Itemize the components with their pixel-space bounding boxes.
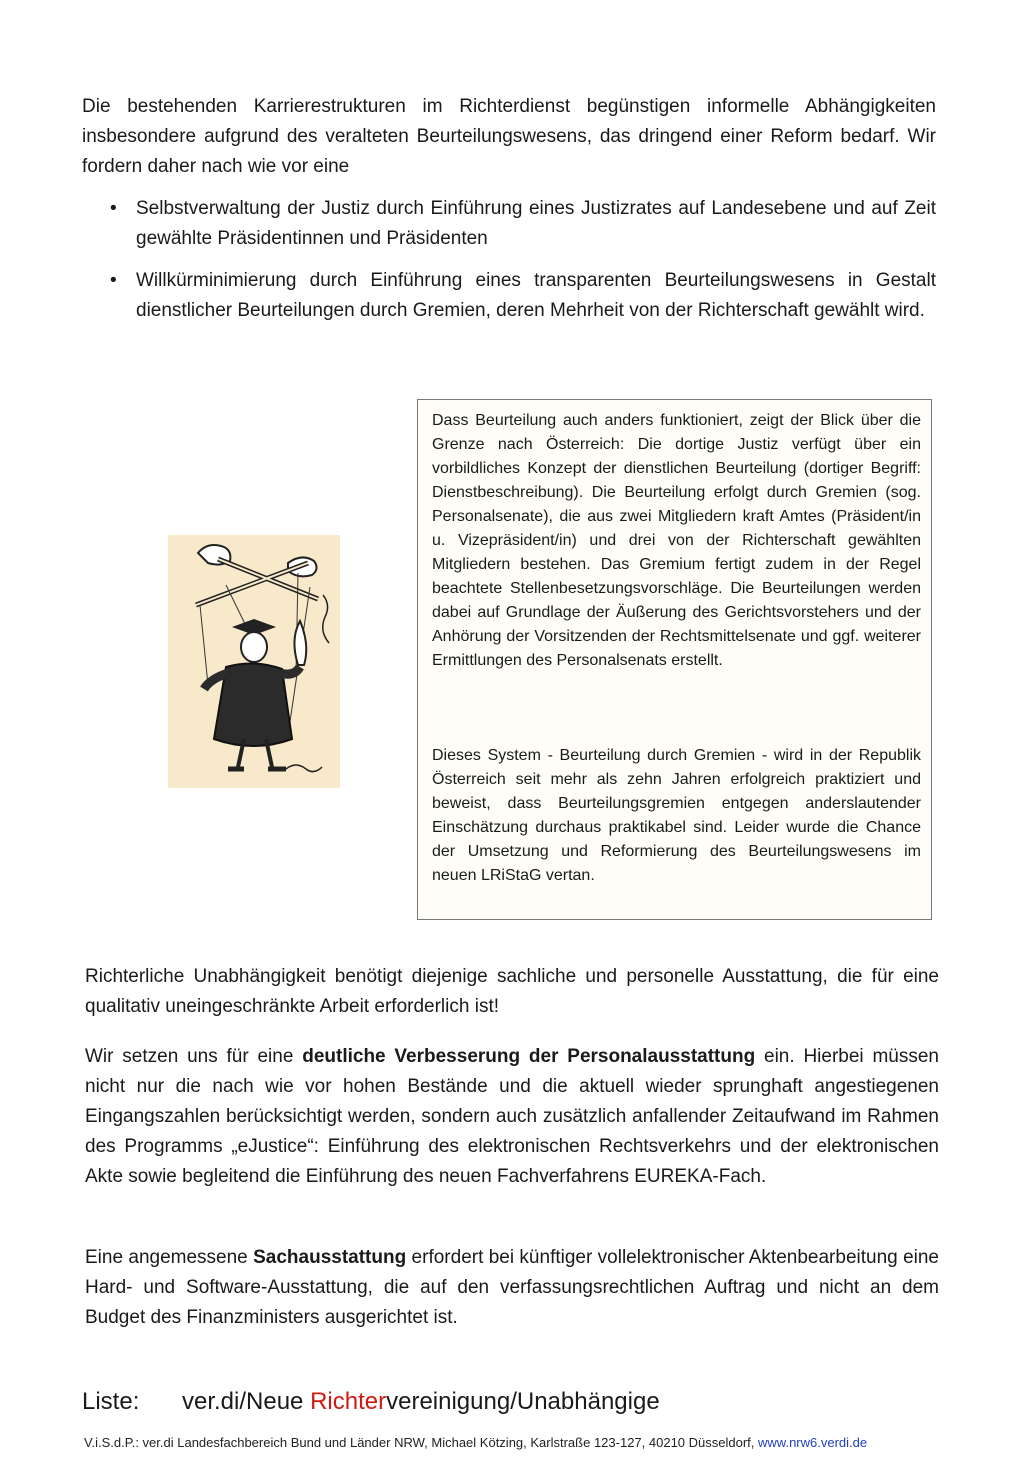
- list-name-part1: ver.di/Neue: [182, 1388, 311, 1415]
- austria-info-box: [417, 399, 932, 920]
- imprint-line: [84, 1434, 867, 1452]
- demand-text: Willkürminimierung durch Einführung eines transparenten Beurteilungswesens in Gestalt dienstlicher Beurteilungen durch Gremien, deren Mehrheit von der Richterschaft gewählt wird.: [136, 270, 936, 321]
- list-name-highlight: Richter: [310, 1388, 387, 1415]
- info-paragraph-2: Dieses System - Beurteilung durch Gremien - wird in der Republik Österreich seit mehr als zehn Jahren erfolgreich praktiziert und beweist, dass Beurteilungsgremien entgegen anderslautender Einschätzung durchaus praktikabel sind. Leider wurde die Chance der Umsetzung und Reformierung des Beurteilungswesens im neuen LRiStaG vertan.: [432, 747, 921, 884]
- list-label: Liste:: [82, 1388, 140, 1415]
- body-paragraph-3: [85, 1243, 939, 1333]
- demand-text: Selbstverwaltung der Justiz durch Einführung eines Justizrates auf Landesebene und auf Zeit gewählte Präsidentinnen und Präsidenten: [136, 198, 936, 249]
- bullet-icon: •: [110, 270, 117, 291]
- p2-text-start: Wir setzen uns für eine: [85, 1046, 303, 1067]
- election-list-line: [82, 1386, 660, 1418]
- imprint-link[interactable]: www.nrw6.verdi.de: [758, 1435, 868, 1450]
- p2-text-end: ein. Hierbei müssen nicht nur die nach wie vor hohen Bestände und die aktuell wieder sprunghaft angestiegenen Eingangszahlen berücksichtigt werden, sondern auch zusätzlich anfallender Zeitaufwand im Rahmen des Programms „eJustice“: Einführung des elektronischen Rechtsverkehrs und der elektronischen Akte sowie begleitend die Einführung des neuen Fachverfahrens EUREKA-Fach.: [85, 1046, 939, 1187]
- body-paragraph-2: [85, 1042, 939, 1192]
- body-paragraph-1: Richterliche Unabhängigkeit benötigt diejenige sachliche und personelle Ausstattung, die für eine qualitativ uneingeschränkte Arbeit erforderlich ist!: [85, 966, 939, 1017]
- p3-text-end: erfordert bei künftiger vollelektronischer Aktenbearbeitung eine Hard- und Software-Ausstattung, die auf den verfassungsrechtlichen Auftrag und nicht an dem Budget des Finanzministers ausgerichtet ist.: [85, 1247, 939, 1328]
- info-paragraph-1: Dass Beurteilung auch anders funktioniert, zeigt der Blick über die Grenze nach Österreich: Die dortige Justiz verfügt über ein vorbildliches Konzept der dienstlichen Beurteilung (dortiger Begriff: Dienstbeschreibung). Die Beurteilung erfolgt durch Gremien (sog. Personalsenate), die aus zwei Mitgliedern kraft Amtes (Präsident/in u. Vizepräsident/in) und drei von der Richterschaft gewählten Mitgliedern bestehen. Das Gremium fertigt zudem in der Regel beachtete Stellenbesetzungsvorschläge. Die Beurteilungen werden dabei auf Grundlage der Äußerung des Gerichtsvorstehers und der Anhörung der Vorsitzenden der Rechtsmittelsenate und ggf. weiterer Ermittlungen des Personalsenats erstellt.: [432, 412, 921, 669]
- bullet-icon: •: [110, 198, 117, 219]
- intro-paragraph: Die bestehenden Karrierestrukturen im Richterdienst begünstigen informelle Abhängigkeiten insbesondere aufgrund des veralteten Beurteilungswesens, das dringend einer Reform bedarf. Wir fordern daher nach wie vor eine: [82, 96, 936, 177]
- list-name-part2: vereinigung/Unabhängige: [386, 1388, 660, 1415]
- list-item: [110, 266, 936, 326]
- p3-text-start: Eine angemessene: [85, 1247, 254, 1268]
- p3-bold-text: Sachausstattung: [253, 1247, 407, 1268]
- list-item: [110, 194, 936, 254]
- puppet-judge-icon: [168, 535, 340, 788]
- imprint-text: V.i.S.d.P.: ver.di Landesfachbereich Bund und Länder NRW, Michael Kötzing, Karlstraße 123-127, 40210 Düsseldorf,: [84, 1435, 759, 1450]
- p2-bold-text: deutliche Verbesserung der Personalausstattung: [302, 1046, 756, 1067]
- puppet-judge-illustration: [168, 535, 340, 788]
